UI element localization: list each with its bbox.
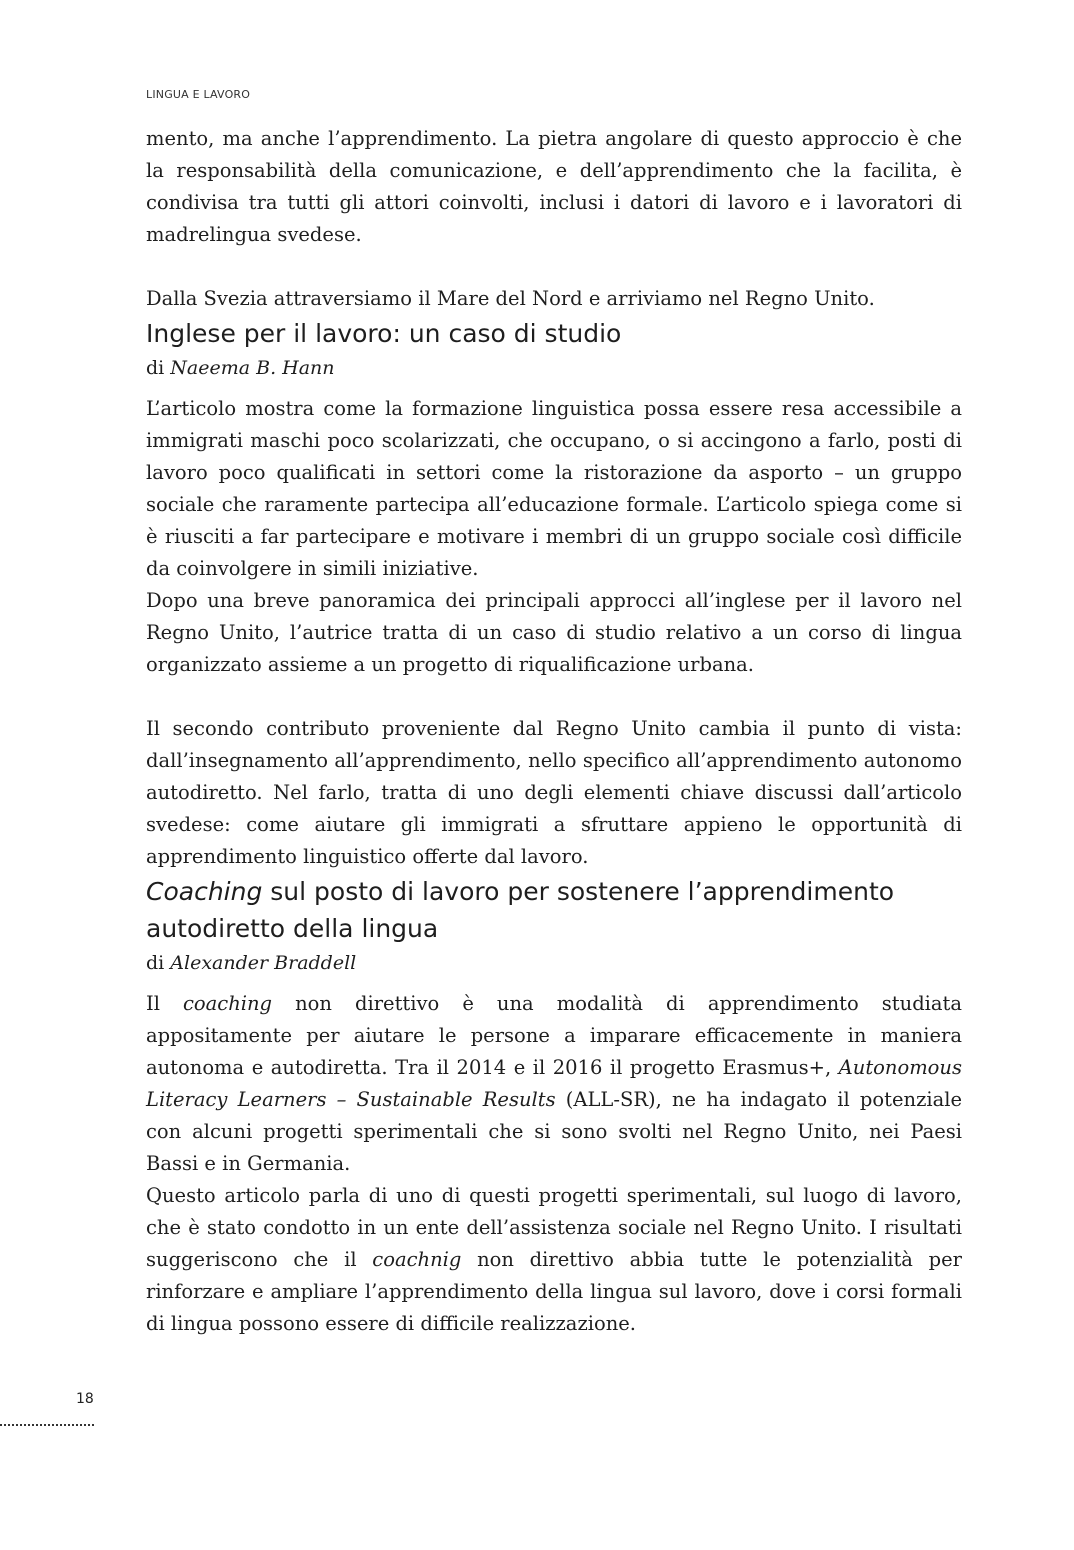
article-2-paragraph-2 — [146, 1180, 962, 1340]
text-run: non direttivo è una modalità di apprendimento studiata appositamente per aiutare le persone a imparare efficacemente in maniera autonoma e autodiretta. Tra il 2014 e il 2016 il progetto Erasmus+, — [146, 992, 962, 1079]
transition-paragraph: Il secondo contributo proveniente dal Regno Unito cambia il punto di vista: dall’insegnamento all’apprendimento, nello specifico all’apprendimento autonomo autodiretto. Nel farlo, tratta di uno degli elementi chiave discussi dall’articolo svedese: come aiutare gli immigrati a sfruttare appieno le opportunità di apprendimento linguistico offerte dal lavoro. — [146, 717, 962, 868]
article-1-title: Inglese per il lavoro: un caso di studio — [146, 319, 622, 348]
article-1-paragraph-2: Dopo una breve panoramica dei principali approcci all’inglese per il lavoro nel Regno Unito, l’autrice tratta di un caso di studio relativo a un corso di lingua organizzato assieme a un progetto di riqualificazione urbana. — [146, 589, 962, 676]
running-head: LINGUA E LAVORO — [146, 88, 251, 101]
article-1-byline — [146, 352, 962, 384]
byline-prefix: di — [146, 952, 165, 974]
byline-prefix: di — [146, 357, 165, 379]
text-run: (ALL-SR), ne ha indagato il potenziale con alcuni progetti sperimentali che si sono svolti nel Regno Unito, nei Paesi Bassi e in Germania. — [146, 1088, 962, 1175]
paragraph-spacer — [146, 251, 962, 283]
article-2-title-rest: sul posto di lavoro per sostenere l’apprendimento autodiretto della lingua — [146, 877, 895, 943]
page-number: 18 — [76, 1391, 94, 1407]
text-run: non direttivo abbia tutte le potenzialità per rinforzare e ampliare l’apprendimento della lingua sul lavoro, dove i corsi formali di lingua possono essere di difficile realizzazione. — [146, 1248, 962, 1335]
italic-project-name: Autonomous Literacy Learners – Sustainable Results — [146, 1056, 962, 1111]
article-2-author: Alexander Braddell — [170, 952, 357, 974]
article-2-byline — [146, 947, 962, 979]
page-number-rule — [0, 1424, 94, 1426]
article-2-title-italic: Coaching — [146, 877, 263, 906]
article-2-paragraph-1 — [146, 988, 962, 1180]
article-1-author: Naeema B. Hann — [170, 357, 335, 379]
intro-paragraph-2: Dalla Svezia attraversiamo il Mare del Nord e arriviamo nel Regno Unito. — [146, 287, 875, 310]
page-body — [146, 123, 962, 1340]
paragraph-spacer — [146, 681, 962, 713]
text-run: Il — [146, 992, 183, 1015]
italic-term: coaching — [183, 992, 273, 1015]
italic-term: coachnig — [372, 1248, 462, 1271]
text-run: Questo articolo parla di uno di questi progetti sperimentali, sul luogo di lavoro, che è stato condotto in un ente dell’assistenza sociale nel Regno Unito. I risultati suggeriscono che il — [146, 1184, 962, 1271]
article-1-paragraph-1: L’articolo mostra come la formazione linguistica possa essere resa accessibile a immigrati maschi poco scolarizzati, che occupano, o si accingono a farlo, posti di lavoro poco qualificati in settori come la ristorazione da asporto – un gruppo sociale che raramente partecipa all’educazione formale. L’articolo spiega come si è riusciti a far partecipare e motivare i membri di un gruppo sociale così difficile da coinvolgere in simili iniziative. — [146, 397, 962, 580]
intro-paragraph-1: mento, ma anche l’apprendimento. La pietra angolare di questo approccio è che la responsabilità della comunicazione, e dell’apprendimento che la facilita, è condivisa tra tutti gli attori coinvolti, inclusi i datori di lavoro e i lavoratori di madrelingua svedese. — [146, 127, 962, 246]
article-2-title — [146, 873, 962, 947]
